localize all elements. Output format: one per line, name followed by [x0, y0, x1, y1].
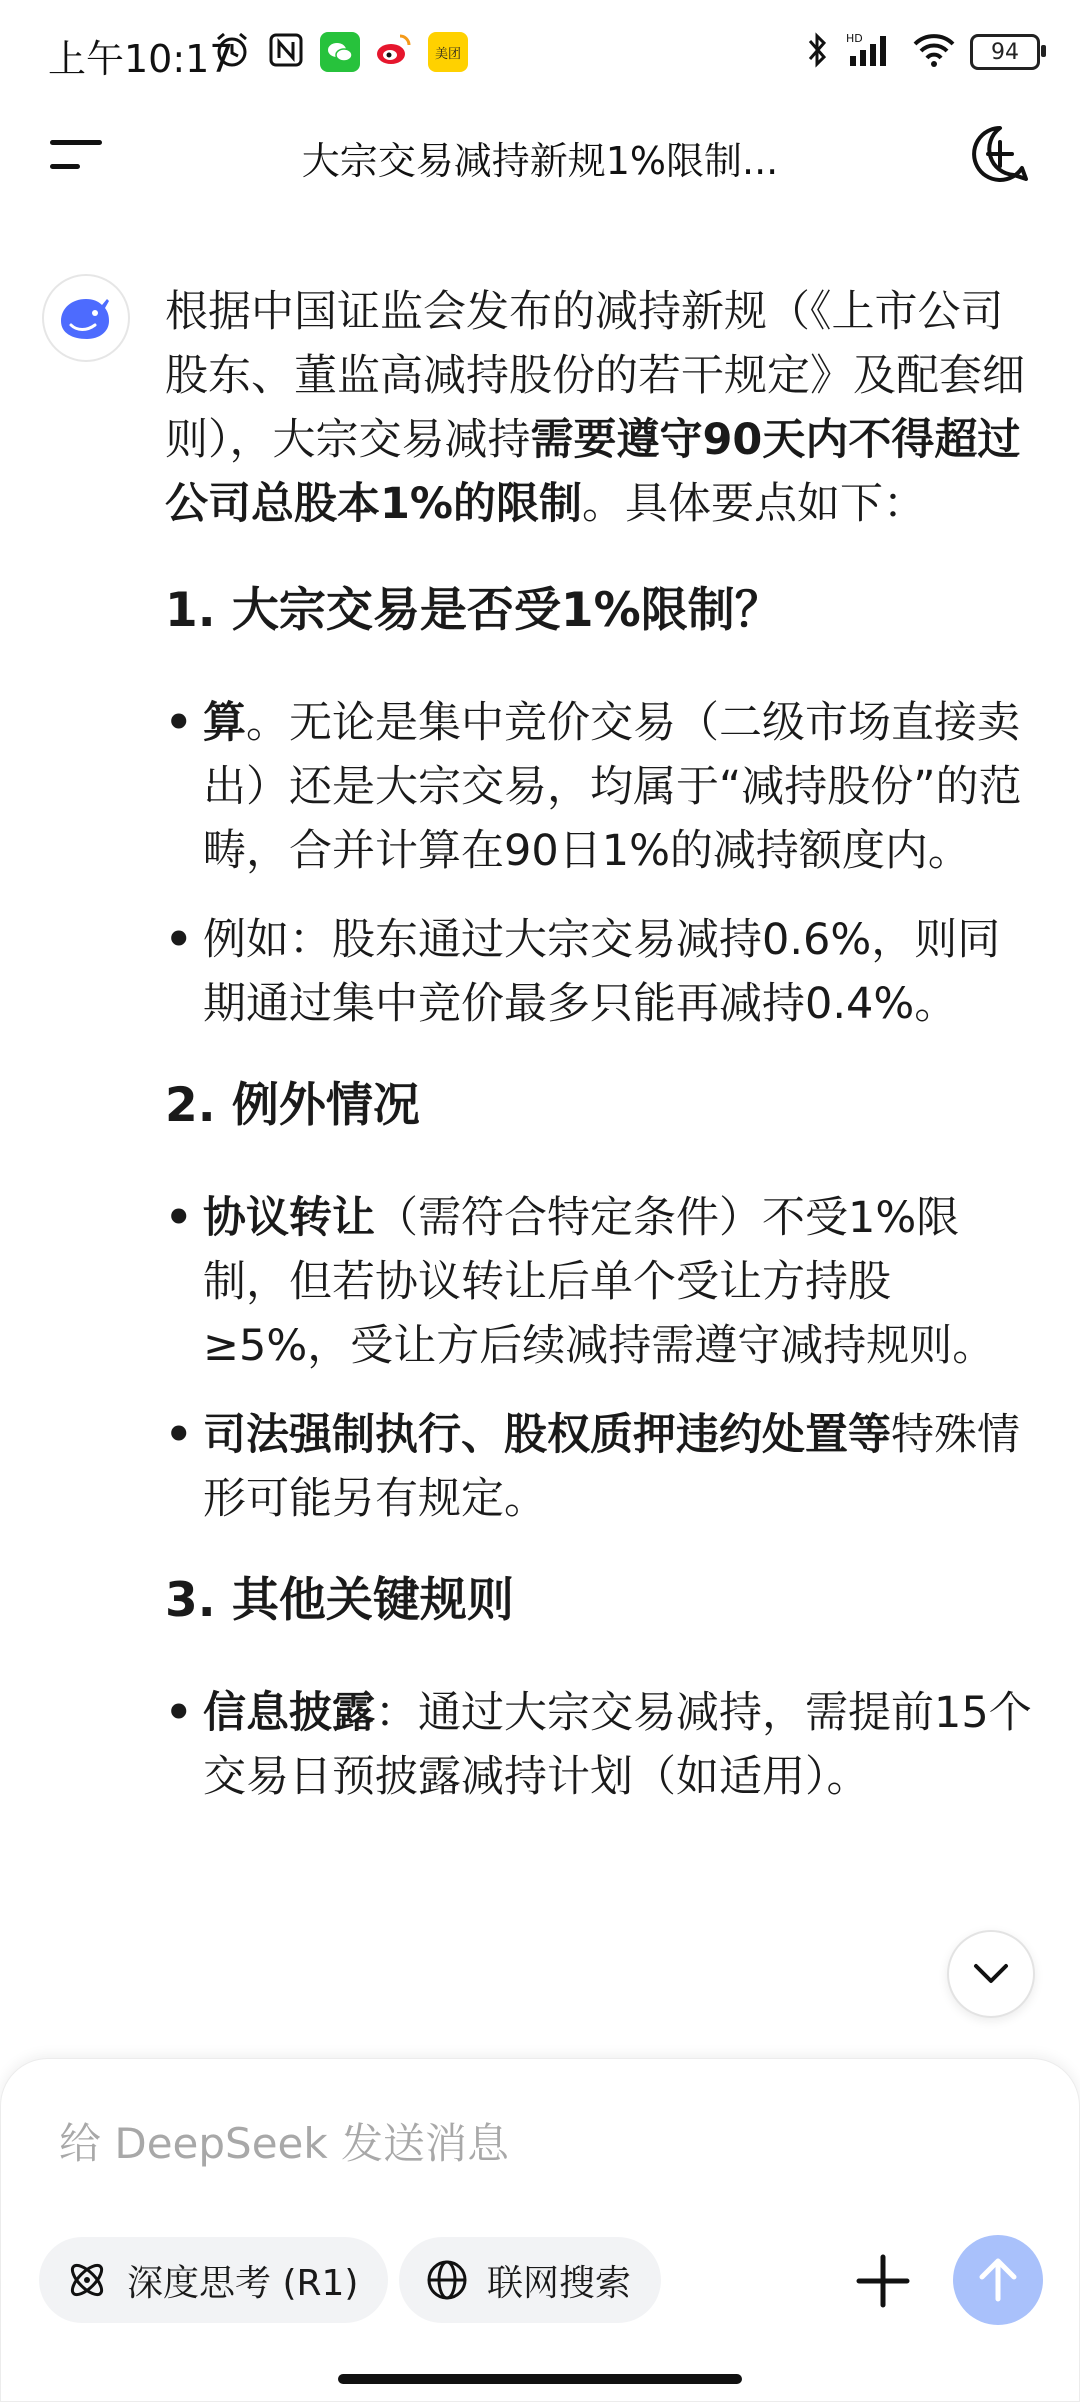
atom-icon: [65, 2258, 109, 2302]
section-heading: 3. 其他关键规则: [165, 1573, 514, 1628]
section-heading: 2. 例外情况: [165, 1078, 420, 1133]
list-item: [165, 691, 1035, 883]
signal-hd-icon: [846, 30, 898, 74]
bluetooth-icon: [804, 30, 832, 74]
item-text: （需符合特定条件）不受1%限制，但若协议转让后单个受让方持股≥5%，受让方后续减持需遵守减持规则。: [203, 1193, 996, 1371]
intro-bold-text: 需要遵守90天内不得超过公司总股本1%的限制: [165, 415, 1021, 529]
bullet-list: [165, 691, 1035, 1036]
chat-title[interactable]: 大宗交易减持新规1%限制...: [301, 139, 779, 183]
svg-text:HD: HD: [846, 32, 863, 45]
weibo-icon: [374, 30, 414, 74]
new-chat-icon: [970, 124, 1030, 184]
message-intro: [165, 280, 1035, 536]
scroll-to-bottom-button[interactable]: [947, 1930, 1035, 2018]
web-search-label: 联网搜索: [487, 2262, 632, 2304]
battery-indicator: 94: [970, 34, 1040, 70]
message-composer: [0, 2058, 1080, 2402]
conversation-area[interactable]: [0, 240, 1080, 2060]
list-item: [165, 1403, 1035, 1531]
web-search-toggle[interactable]: [399, 2237, 661, 2323]
list-item: [165, 1681, 1035, 1809]
assistant-message: [165, 280, 1035, 1849]
list-item: [165, 1186, 1035, 1378]
menu-button[interactable]: [50, 134, 104, 176]
item-text: ：通过大宗交易减持，需提前15个交易日预披露减持计划（如适用）。: [203, 1688, 1032, 1802]
deepseek-avatar: [42, 274, 130, 362]
system-icons: [804, 30, 1040, 74]
home-indicator[interactable]: [338, 2374, 742, 2384]
item-bold-text: 司法强制执行、股权质押违约处置等: [203, 1410, 891, 1460]
menu-icon: [50, 140, 102, 145]
arrow-up-icon: [976, 2255, 1020, 2305]
status-bar: [0, 0, 1080, 110]
intro-text: 根据中国证监会发布的减持新规（《上市公司股东、董监高减持股份的若干规定》及配套细则），大宗交易减持: [165, 287, 1025, 465]
bullet-list: [165, 1681, 1035, 1809]
item-text: 。无论是集中竞价交易（二级市场直接卖出）还是大宗交易，均属于“减持股份”的范畴，合并计算在90日1%的减持额度内。: [203, 698, 1022, 876]
attach-button[interactable]: [851, 2249, 915, 2313]
item-bold-text: 算: [203, 698, 246, 748]
globe-icon: [425, 2258, 469, 2302]
nfc-icon: [266, 30, 306, 74]
wechat-icon: [320, 32, 360, 72]
deepseek-whale-icon: [57, 295, 115, 341]
chat-header: [0, 110, 1080, 200]
meituan-icon: 美团: [428, 32, 468, 72]
list-item: [165, 908, 1035, 1036]
item-bold-text: 信息披露: [203, 1688, 375, 1738]
item-text: 例如：股东通过大宗交易减持0.6%，则同期通过集中竞价最多只能再减持0.4%。: [203, 915, 1001, 1029]
new-chat-button[interactable]: [970, 124, 1030, 184]
section-heading: 1. 大宗交易是否受1%限制？: [165, 583, 782, 638]
wifi-icon: [912, 30, 956, 74]
intro-text-end: 。具体要点如下：: [582, 479, 927, 529]
plus-icon: [851, 2249, 915, 2313]
message-input[interactable]: 给 DeepSeek 发送消息: [59, 2119, 510, 2168]
deep-think-toggle[interactable]: [39, 2237, 388, 2323]
notification-icons: [212, 30, 468, 74]
bullet-list: [165, 1186, 1035, 1531]
chevron-down-icon: [971, 1961, 1011, 1987]
item-bold-text: 协议转让: [203, 1193, 375, 1243]
alarm-icon: [212, 30, 252, 74]
deep-think-label: 深度思考 (R1): [127, 2262, 359, 2304]
send-button[interactable]: [953, 2235, 1043, 2325]
item-text: 特殊情形可能另有规定。: [203, 1410, 1020, 1524]
status-time: 上午10:17: [48, 37, 234, 81]
menu-icon-line: [50, 164, 80, 169]
